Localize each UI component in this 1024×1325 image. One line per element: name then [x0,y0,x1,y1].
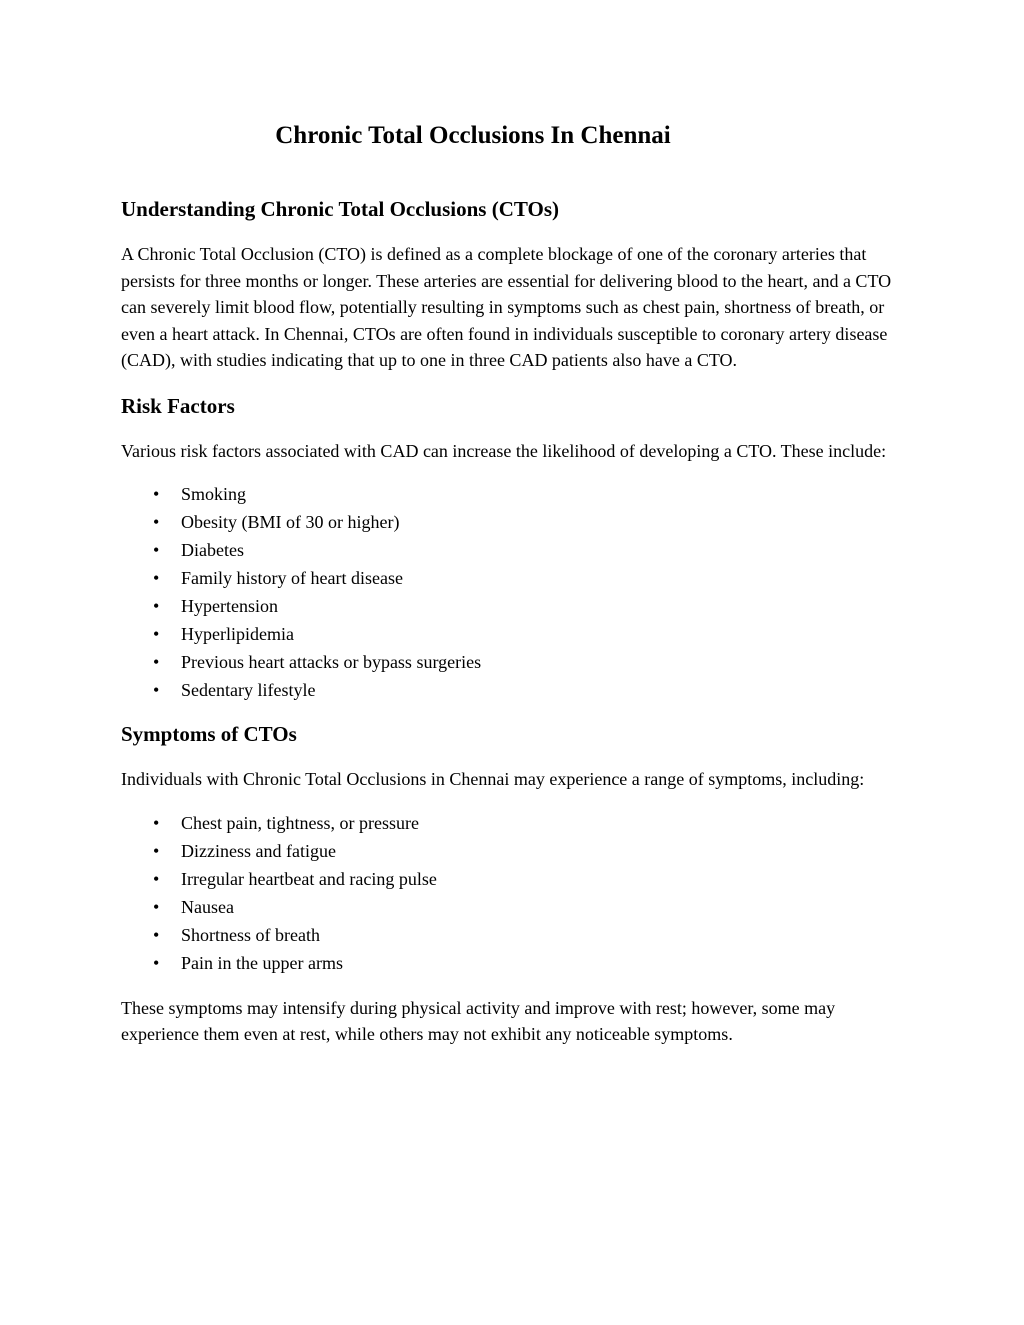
list-item [121,564,906,592]
section-heading: Symptoms of CTOs [121,722,297,746]
bullet-icon: • [153,624,160,644]
list-item [121,620,906,648]
symptoms-list [121,809,906,977]
list-item [121,508,906,536]
list-item [121,648,906,676]
bullet-icon: • [153,512,160,532]
document-title: Chronic Total Occlusions In Chennai [275,122,671,149]
list-item [121,480,906,508]
bullet-icon: • [153,896,160,917]
document-body [121,195,906,1048]
bullet-icon: • [153,840,160,861]
bullet-icon: • [153,812,160,833]
section-risk-factors [121,392,906,705]
list-item-text: Diabetes [181,540,244,560]
list-item [121,921,906,949]
section-paragraph: Various risk factors associated with CAD can increase the likelihood of developing a CTO. These include: [121,440,887,461]
bullet-icon: • [153,952,160,973]
list-item-text: Nausea [181,896,234,917]
list-item [121,949,906,977]
list-item [121,837,906,865]
bullet-icon: • [153,652,160,672]
list-item-text: Obesity (BMI of 30 or higher) [181,512,400,532]
list-item-text: Hypertension [181,596,278,616]
closing-paragraph: These symptoms may intensify during physical activity and improve with rest; however, some may experience them even at rest, while others may not exhibit any noticeable symptoms. [121,997,836,1044]
bullet-icon: • [153,868,160,889]
list-item [121,809,906,837]
list-item-text: Family history of heart disease [181,568,403,588]
list-item [121,536,906,564]
list-item-text: Previous heart attacks or bypass surgeries [181,652,482,672]
list-item-text: Dizziness and fatigue [181,840,336,861]
risk-factors-list [121,480,906,704]
section-heading: Risk Factors [121,393,235,418]
bullet-icon: • [153,568,160,588]
section-paragraph: A Chronic Total Occlusion (CTO) is defined as a complete blockage of one of the coronary arteries that persists for three months or longer. These arteries are essential for delivering blood to the heart, and a CTO can severely limit blood flow, potentially resulting in symptoms such as chest pain, shortness of breath, or even a heart attack. In Chennai, CTOs are often found in individuals susceptible to coronary artery disease (CAD), with studies indicating that up to one in three CAD patients also have a CTO. [121,244,892,370]
bullet-icon: • [153,596,160,616]
list-item-text: Hyperlipidemia [181,624,294,644]
list-item-text: Irregular heartbeat and racing pulse [181,868,437,889]
list-item [121,676,906,704]
section-paragraph: Individuals with Chronic Total Occlusions in Chennai may experience a range of symptoms, including: [121,769,865,789]
list-item-text: Chest pain, tightness, or pressure [181,812,419,833]
section-heading: Understanding Chronic Total Occlusions (CTOs) [121,197,559,221]
section-symptoms [121,720,906,1048]
list-item-text: Pain in the upper arms [181,952,343,973]
bullet-icon: • [153,680,160,700]
bullet-icon: • [153,540,160,560]
list-item-text: Sedentary lifestyle [181,680,316,700]
list-item [121,592,906,620]
bullet-icon: • [153,484,160,504]
list-item-text: Smoking [181,484,247,504]
list-item [121,865,906,893]
section-understanding-ctos [121,195,906,374]
list-item-text: Shortness of breath [181,924,320,945]
bullet-icon: • [153,924,160,945]
list-item [121,893,906,921]
